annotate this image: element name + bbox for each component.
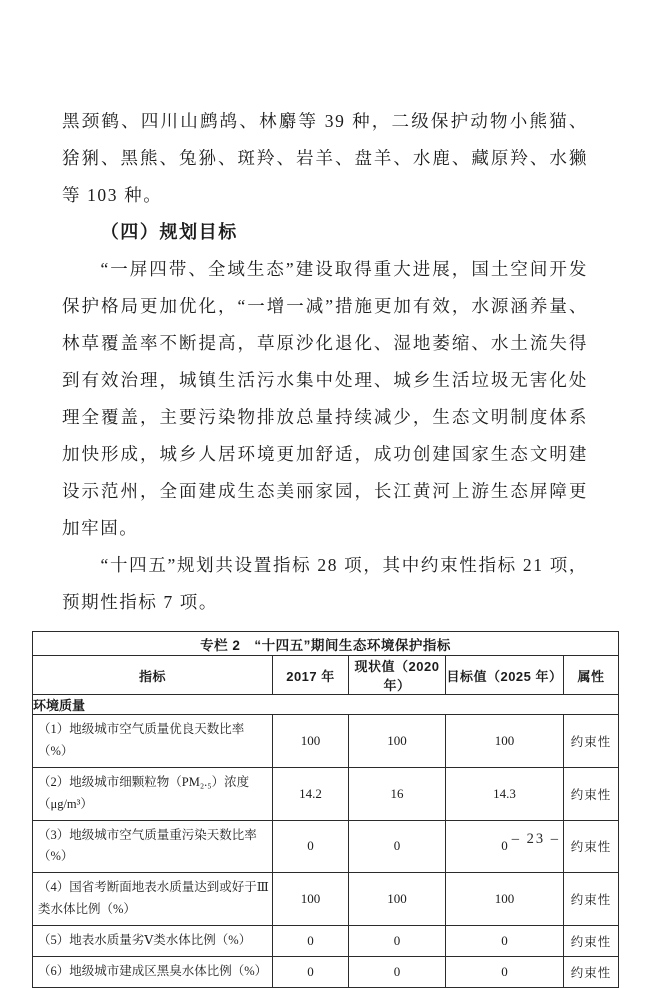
cell-current: 0 — [349, 926, 446, 957]
cell-attribute: 约束性 — [564, 820, 619, 873]
column-header-target: 目标值（2025 年） — [446, 656, 564, 695]
table-row — [33, 956, 619, 987]
cell-2017: 100 — [273, 873, 349, 926]
cell-target: 0 — [446, 820, 564, 873]
indicator-table — [32, 631, 619, 988]
table-title: 专栏 2 “十四五”期间生态环境保护指标 — [33, 632, 619, 656]
cell-current: 0 — [349, 956, 446, 987]
cell-target: 100 — [446, 873, 564, 926]
cell-indicator: （6）地级城市建成区黑臭水体比例（%） — [33, 956, 273, 987]
cell-current: 16 — [349, 767, 446, 820]
body-paragraph-continuation: 黑颈鹤、四川山鹧鸪、林麝等 39 种，二级保护动物小熊猫、猞猁、黑熊、兔狲、斑羚、岩羊、盘羊、水鹿、藏原羚、水獭等 103 种。 — [62, 111, 588, 205]
column-header-2017: 2017 年 — [273, 656, 349, 695]
table-section-label: 环境质量 — [33, 695, 619, 715]
table-row — [33, 926, 619, 957]
cell-target: 0 — [446, 956, 564, 987]
table-row — [33, 715, 619, 768]
table-title-row — [33, 632, 619, 656]
cell-attribute: 约束性 — [564, 715, 619, 768]
table-section-row — [33, 695, 619, 715]
cell-target: 0 — [446, 926, 564, 957]
cell-indicator: （1）地级城市空气质量优良天数比率（%） — [33, 715, 273, 768]
column-header-current: 现状值（2020 年） — [349, 656, 446, 695]
cell-indicator: （2）地级城市细颗粒物（PM₂.₅）浓度（μg/m³） — [33, 767, 273, 820]
body-paragraph-goals: “一屏四带、全域生态”建设取得重大进展，国土空间开发保护格局更加优化，“一增一减”措施更加有效，水源涵养量、林草覆盖率不断提高，草原沙化退化、湿地萎缩、水土流失得到有效治理，城镇生活污水集中处理、城乡生活垃圾无害化处理全覆盖，主要污染物排放总量持续减少，生态文明制度体系加快形成，城乡人居环境更加舒适，成功创建国家生态文明建设示范州，全面建成生态美丽家园，长江黄河上游生态屏障更加牢固。 — [62, 259, 588, 538]
cell-2017: 0 — [273, 820, 349, 873]
page-number: – 23 – — [511, 831, 560, 847]
cell-attribute: 约束性 — [564, 873, 619, 926]
table-row — [33, 767, 619, 820]
body-paragraph-indicators: “十四五”规划共设置指标 28 项，其中约束性指标 21 项，预期性指标 7 项。 — [62, 555, 588, 612]
cell-indicator: （4）国省考断面地表水质量达到或好于Ⅲ类水体比例（%） — [33, 873, 273, 926]
table-header-row — [33, 656, 619, 695]
column-header-indicator: 指标 — [33, 656, 273, 695]
cell-current: 100 — [349, 715, 446, 768]
cell-indicator: （3）地级城市空气质量重污染天数比率（%） — [33, 820, 273, 873]
cell-target: 100 — [446, 715, 564, 768]
cell-attribute: 约束性 — [564, 926, 619, 957]
cell-target: 14.3 — [446, 767, 564, 820]
table-row — [33, 873, 619, 926]
cell-indicator: （5）地表水质量劣Ⅴ类水体比例（%） — [33, 926, 273, 957]
cell-attribute: 约束性 — [564, 956, 619, 987]
cell-2017: 100 — [273, 715, 349, 768]
cell-2017: 0 — [273, 956, 349, 987]
cell-current: 0 — [349, 820, 446, 873]
cell-2017: 14.2 — [273, 767, 349, 820]
cell-2017: 0 — [273, 926, 349, 957]
section-heading: （四）规划目标 — [100, 222, 238, 242]
cell-attribute: 约束性 — [564, 767, 619, 820]
cell-current: 100 — [349, 873, 446, 926]
column-header-attribute: 属性 — [564, 656, 619, 695]
